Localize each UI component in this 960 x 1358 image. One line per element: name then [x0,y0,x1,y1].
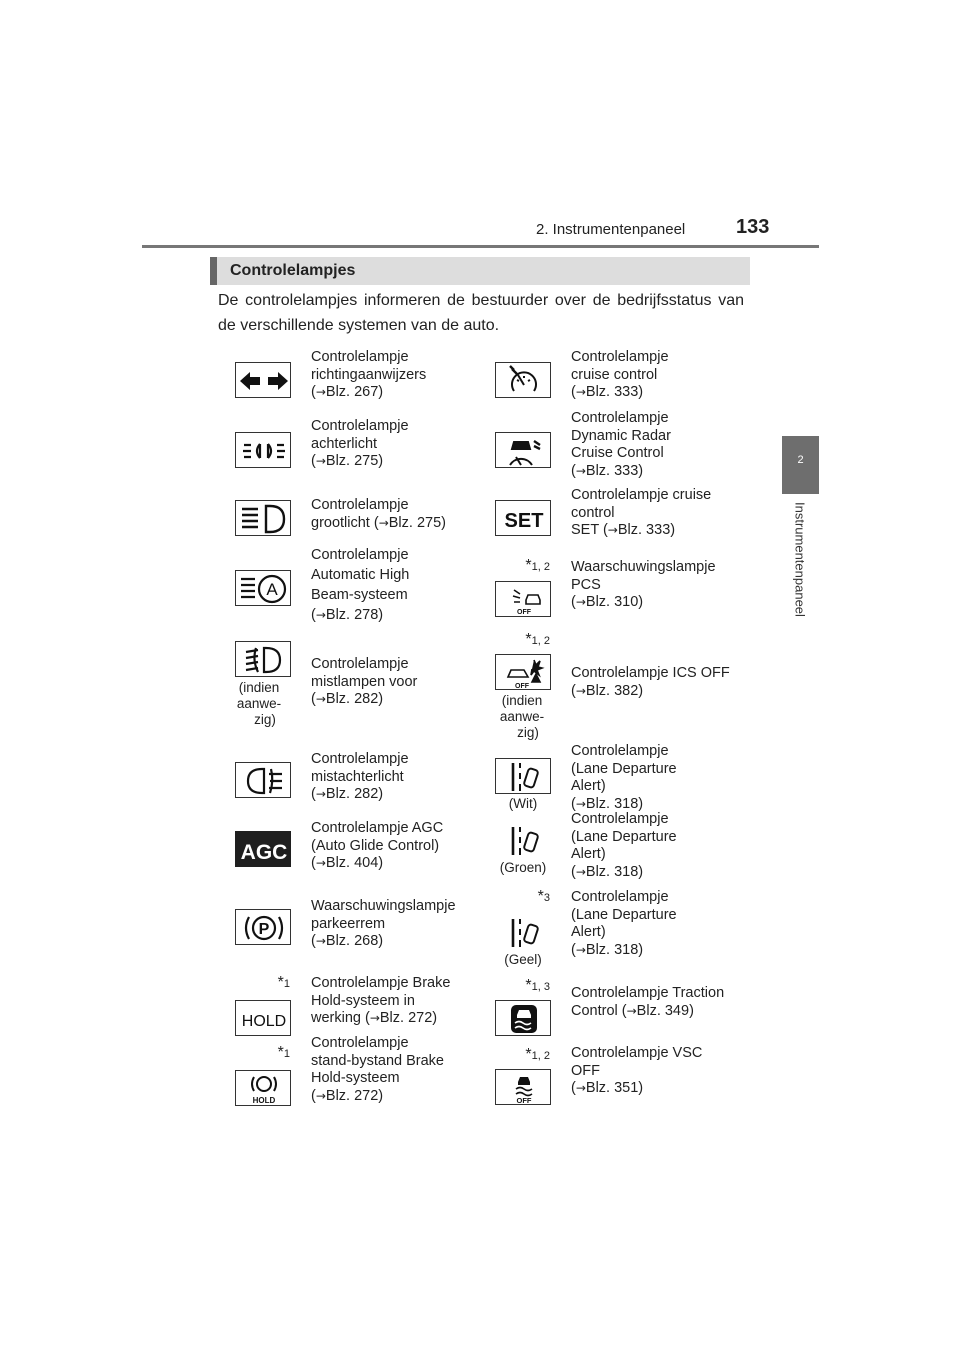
ref-line [571,1080,702,1098]
turn-signal-icon [235,362,291,398]
parking-brake-icon [235,909,291,945]
text-line: Controlelampje [311,547,409,563]
text-line: Controlelampje AGC [311,820,444,836]
ref-page: Blz. 282) [325,691,384,707]
caption-line: (indien [501,693,543,708]
item-brake-hold-standby-text [311,1035,444,1105]
footnote-number: 1, 2 [531,1050,550,1062]
ref-open: Control ( [571,1002,627,1019]
text-line: Controlelampje [311,418,409,434]
ref-page: Blz. 404) [325,855,384,871]
icon-letter-p: P [258,921,270,938]
front-fog-icon [235,641,291,677]
pcs-off-label: OFF [517,609,531,616]
text-line: mistlampen voor [311,673,418,690]
ref-page: Blz. 318) [585,795,644,812]
item-cruise-set-text [571,487,711,540]
text-line: Controlelampje [571,349,669,365]
text-line: Hold-systeem [311,1070,400,1086]
ref-page: Blz. 267) [325,384,384,400]
text-line: Cruise Control [571,445,664,461]
text-line: parkeerrem [311,915,386,932]
ref-line [571,864,677,882]
ref-page: Blz. 351) [585,1080,644,1096]
pcs-off-icon [495,581,551,617]
item-agc-text [311,820,443,873]
text-line: cruise control [571,366,658,383]
ref-line [311,933,456,951]
icon-letter-a: A [266,580,278,599]
item-cruise-control-text [571,349,669,402]
caption-yellow: (Geel) [504,952,542,967]
star-symbol: * [537,888,544,905]
ref-open: werking ( [311,1010,370,1026]
star-symbol: * [525,557,532,574]
chapter-side-label-text: Instrumentenpaneel [792,502,808,617]
ref-open: ( [571,941,576,958]
ics-off-icon [495,654,551,690]
section-heading-bar [210,257,750,285]
text-line: Controlelampje Traction [571,985,725,1001]
text-line: Controlelampje VSC [571,1045,703,1061]
arrow-icon: → [575,796,586,811]
cruise-control-icon [495,362,551,398]
ref-line [311,515,446,533]
arrow-icon: → [315,787,326,801]
text-line: stand-bystand Brake [311,1052,444,1069]
ref-line [571,594,716,612]
footnote-marker [260,1044,290,1062]
text-line: achterlicht [311,435,378,452]
footnote-number: 1 [283,1048,290,1060]
ref-line [571,942,677,960]
ref-open: ( [311,384,316,400]
text-line: (Lane Departure [571,828,677,845]
text-line: Controlelampje [311,349,409,365]
rear-fog-icon [235,762,291,798]
high-beam-icon [235,500,291,536]
text-line: Controlelampje [311,1035,409,1051]
ref-open: ( [311,786,316,802]
text-line: Waarschuwingslampje [311,898,456,914]
ref-open: ( [571,384,576,400]
text-line: richtingaanwijzers [311,366,427,383]
text-line: Controlelampje [571,743,669,759]
caption-line: zig) [254,712,276,727]
header-divider [142,245,819,248]
radar-cruise-icon [495,432,551,468]
arrow-icon: → [315,692,326,706]
cruise-set-icon [495,500,551,536]
ref-open: SET ( [571,522,608,538]
ref-open: ( [311,453,316,469]
footnote-number: 3 [543,892,550,904]
caption-line: aanwe- [499,709,545,724]
text-line: mistachterlicht [311,768,404,785]
vsc-off-icon [495,1069,551,1105]
star-symbol: * [525,1046,532,1063]
text-line: (Lane Departure [571,906,677,923]
arrow-icon: → [315,934,326,948]
text-line: Controlelampje [571,410,669,426]
agc-icon-label: AGC [240,841,288,864]
ref-page: Blz. 349) [636,1002,694,1019]
item-ics-off-text [571,665,730,700]
item-lda-yellow-text [571,889,677,959]
arrow-icon: → [575,942,586,957]
caption-if-equipped [491,693,553,741]
item-lda-white-text [571,743,677,813]
chapter-tab: 2 [782,436,819,494]
page-number: 133 [736,216,770,238]
agc-icon [235,831,291,867]
arrow-icon: → [575,864,586,879]
ref-open: ( [571,462,576,479]
ref-page: Blz. 275) [325,453,384,469]
text-line: Automatic High [311,567,410,583]
text-line: Waarschuwingslampje [571,559,716,575]
star-symbol: * [277,974,284,991]
item-lda-green-text [571,811,677,881]
arrow-icon: → [378,515,389,530]
item-brake-hold-text [311,975,450,1028]
text-line: Controlelampje [311,656,409,672]
ref-line [571,384,669,402]
ref-page: Blz. 278) [325,607,384,623]
text-line: Controlelampje ICS OFF [571,665,730,681]
brake-hold-standby-icon [235,1070,291,1106]
ref-page: Blz. 282) [325,786,384,802]
ref-open: ( [311,855,316,871]
arrow-icon: → [315,856,326,870]
arrow-icon: → [315,1088,326,1103]
footnote-marker [500,557,550,575]
item-front-fog-text [311,656,417,709]
ref-open: ( [571,863,576,880]
header-section-title: 2. Instrumentenpaneel [536,221,686,238]
caption-line: aanwe- [236,696,282,711]
ref-page: Blz. 318) [585,941,644,958]
ref-page: Blz. 310) [585,594,644,610]
footnote-marker [500,631,550,649]
hold-standby-label: HOLD [252,1096,276,1105]
star-symbol: * [277,1044,284,1061]
caption-if-equipped [228,680,290,728]
footnote-number: 1 [283,978,290,990]
caption-line: zig) [517,725,539,740]
lda-green-icon [495,822,551,858]
item-pcs-text [571,559,716,612]
ref-page: Blz. 272) [379,1010,438,1026]
intro-paragraph: De controlelampjes informeren de bestuurder over de bedrijfsstatus van de verschillende systemen van de auto. [218,292,744,334]
item-radar-cruise-text [571,410,671,480]
ref-line [311,453,409,471]
arrow-icon: → [369,1011,380,1025]
ref-page: Blz. 333) [585,462,644,479]
text-line: Controlelampje cruise [571,487,712,503]
ref-open: grootlicht ( [311,514,379,531]
ref-open: ( [571,594,576,610]
ref-page: Blz. 268) [325,933,384,949]
star-symbol: * [525,977,532,994]
text-line: OFF [571,1062,600,1079]
footnote-number: 1, 2 [531,635,550,647]
footnote-marker [500,977,550,995]
text-line: Dynamic Radar [571,427,671,444]
arrow-icon: → [315,454,326,468]
item-vsc-off-text [571,1045,702,1098]
ref-line [311,855,443,873]
ref-open: ( [311,1087,316,1104]
ref-page: Blz. 333) [617,522,676,538]
item-tail-light-text [311,418,409,471]
traction-control-icon [495,1000,551,1036]
ref-open: ( [571,1080,576,1096]
section-title: Controlelampjes [230,262,356,279]
text-line: Controlelampje [311,497,409,513]
ref-open: ( [311,691,316,707]
chapter-side-label [786,502,814,642]
lda-white-icon [495,758,551,794]
lda-yellow-icon [495,914,551,950]
ref-open: ( [311,933,316,949]
ref-page: Blz. 272) [325,1087,384,1104]
item-turn-signal-text [311,349,426,402]
text-line: Beam-systeem [311,587,408,603]
caption-line: (indien [238,680,280,695]
item-rear-fog-text [311,751,409,804]
ref-page: Blz. 275) [388,514,446,531]
item-parking-brake-text [311,898,456,951]
footnote-number: 1, 3 [531,981,550,993]
ref-line [311,1088,444,1106]
arrow-icon: → [315,608,326,622]
item-high-beam-text [311,497,446,532]
text-line: Controlelampje [571,889,669,905]
ref-line [311,384,426,402]
ref-line [571,463,671,481]
arrow-icon: → [575,1081,586,1095]
ref-line [311,786,409,804]
footnote-marker [260,974,290,992]
ref-open: ( [571,682,576,699]
ref-open: ( [571,795,576,812]
arrow-icon: → [575,595,586,609]
text-line: (Auto Glide Control) [311,837,440,854]
star-symbol: * [525,631,532,648]
text-line: Controlelampje [571,811,669,827]
arrow-icon: → [575,463,586,478]
text-line: (Lane Departure [571,760,677,777]
text-line: control [571,504,615,521]
footnote-marker [500,888,550,906]
ref-page: Blz. 318) [585,863,644,880]
arrow-icon: → [626,1003,637,1018]
ref-page: Blz. 382) [585,682,644,699]
text-line: Controlelampje Brake [311,975,451,991]
item-auto-high-beam-text [311,545,409,625]
arrow-icon: → [607,523,618,537]
text-line: Alert) [571,846,606,862]
ics-off-label: OFF [515,683,529,690]
text-line: Controlelampje [311,751,409,767]
ref-line [571,1003,724,1021]
set-icon-label: SET [504,510,544,532]
hold-icon-label: HOLD [241,1013,287,1030]
text-line: Hold-systeem in [311,992,415,1009]
ref-page: Blz. 333) [585,384,644,400]
auto-high-beam-icon [235,570,291,606]
arrow-icon: → [575,385,586,399]
arrow-icon: → [315,385,326,399]
footnote-marker [500,1046,550,1064]
ref-line [311,691,417,709]
item-traction-control-text [571,985,724,1020]
ref-line [311,605,409,625]
ref-line [311,1010,450,1028]
vsc-off-label: OFF [516,1096,532,1105]
ref-open: ( [311,607,316,623]
ref-line [571,683,730,701]
text-line: Alert) [571,924,606,940]
caption-green: (Groen) [499,860,547,875]
footnote-number: 1, 2 [531,561,550,573]
tail-light-icon [235,432,291,468]
brake-hold-icon [235,1000,291,1036]
text-line: Alert) [571,778,606,794]
ref-line [571,522,711,540]
caption-white: (Wit) [508,796,538,811]
text-line: PCS [571,576,601,593]
arrow-icon: → [575,683,586,698]
